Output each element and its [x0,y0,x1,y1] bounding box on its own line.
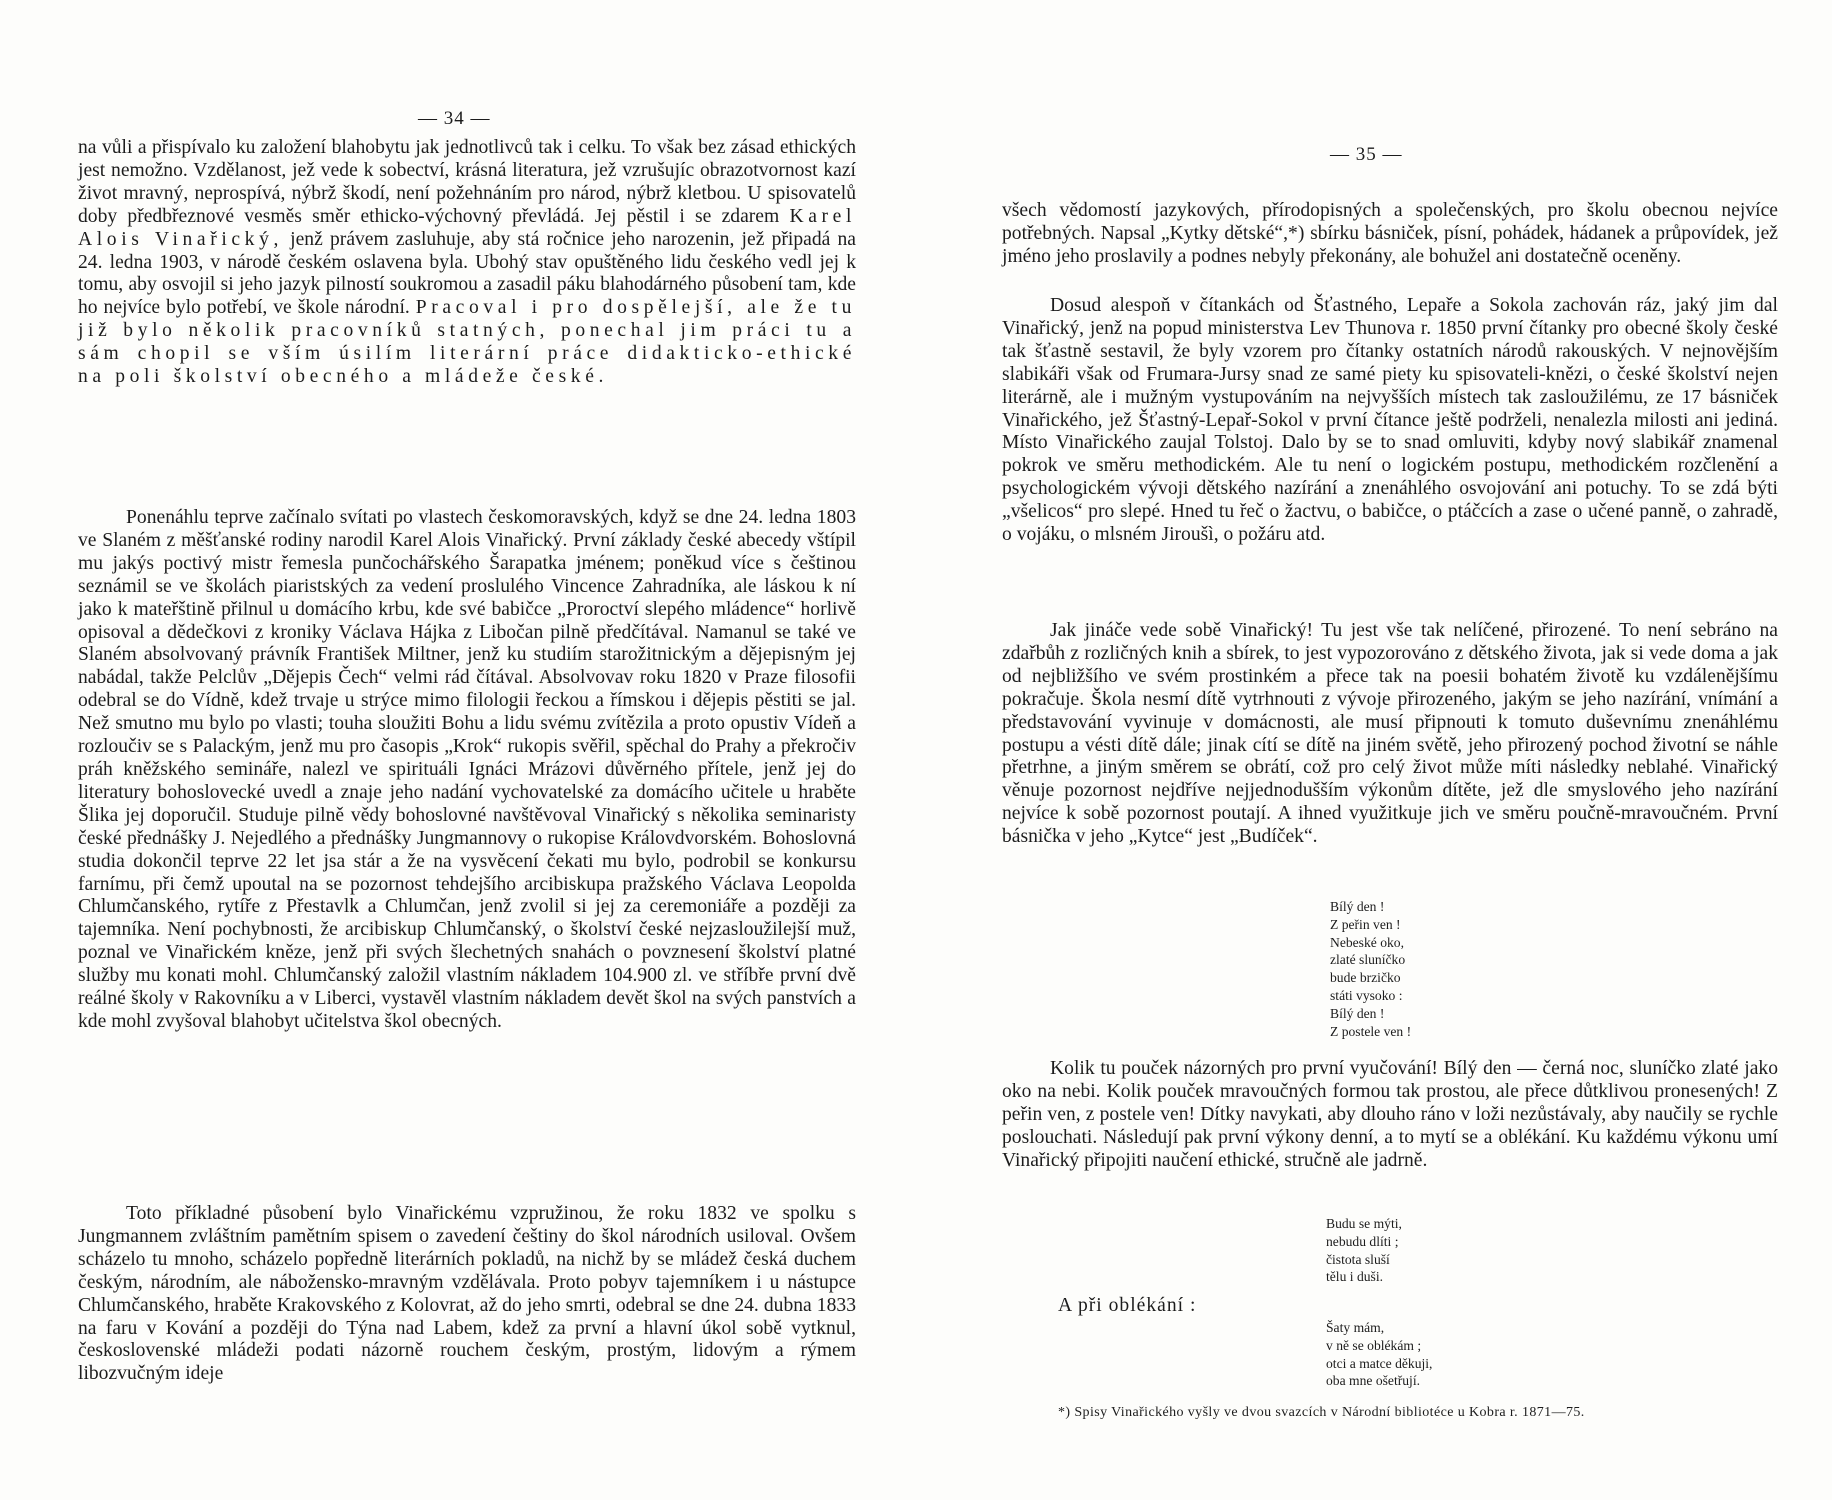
poem-line: Nebeské oko, [1330,934,1404,950]
emphasized-text: Pracoval i pro dospělejší, ale že tu již bylo několik pracovníků statných, ponechal jim práci tu a sám chopil se vším úsilím literární práce didakticko-ethické na poli školství obecného a mládeže české. [78,297,856,388]
poem-line: Bílý den ! [1330,1005,1385,1021]
poem-oblekani [1326,1319,1546,1390]
poem-intro: A při oblékání : [1058,1295,1197,1316]
paragraph: Jak jináče vede sobě Vinařický! Tu jest vše tak nelíčené, přirozené. To není sebráno na zdařbůh z rozličných knih a sbírek, to jest vypozorováno z dětského života, jak si vede doma a jak od nejbližšího ve svém prostinkém a přece tak na poesii bohatém životě ku vzdálenějšímu pokračuje. Škola nesmí dítě vytrhnouti z vývoje přirozeného, jakým se jeho nazírání, vnímání a představování vyvinuje v domácnosti, ale musí připnouti k tomuto duševnímu znenáhlému postupu a vésti dítě dále; jinak cítí se dítě na jiném světě, jeho přirozený pochod životní se náhle přetrhne, a jiným směrem se obrátí, což pro celý život může míti následky neblahé. Vinařický věnuje pozornost nejdříve nejjednodušším výkonům dítěte, jež dle smyslového jeho nazírání nejvíce k sobě pozornost poutají. A ihned využitkuje jich ve směru poučně-mravoučném. První básnička v jeho „Kytce“ jest „Budíček“. [1002,620,1778,848]
poem-line: bude brzičko [1330,970,1401,986]
poem-line: v ně se oblékám ; [1326,1337,1422,1353]
poem-line: tělu i duši. [1326,1269,1384,1285]
paragraph-text: jenž právem zasluhuje, aby stá ročnice jeho narozenin, jež připadá na 24. ledna 1903, v národě českém oslavena byla. Ubohý stav opuštěného lidu českého vedl jej k tomu, aby osvojil si jeho jazyk pilností soukromou a zasadil páku blahodárného působení tam, kde ho nejvíce bylo potřebí, ve škole národní. [78,228,857,319]
poem-line: čistota sluší [1326,1251,1390,1267]
poem-line: otci a matce děkuji, [1326,1355,1433,1371]
poem-line: Bílý den ! [1330,899,1385,914]
poem-line: oba mne ošetřují. [1326,1373,1421,1389]
poem-myti [1326,1215,1546,1286]
page-number: — 35 — [1330,144,1403,165]
paragraph: Toto příkladné působení bylo Vinařickému vzpružinou, že roku 1832 ve spolku s Jungmannem zvláštním pamětním spisem o zavedení češtiny do škol národních usiloval. Ovšem scházelo tu mnoho, scházelo popředně literárních pokladů, na nichž by se mládež česká duchem českým, národním, ale nábožensko-mravným vzdělávala. Proto pobyv tajemníkem i u nástupce Chlumčanského, hraběte Krakovského z Kolovrat, až do jeho smrti, odebral se dne 24. dubna 1833 na faru v Kování a později do Týna nad Labem, kdež za první a hlavní úkol sobě vytknul, československé mládeži podati názorně rouchem českým, prostým, lidovým a rýmem libozvučným ideje [78,1203,856,1385]
paragraph: Kolik tu pouček názorných pro první vyučování! Bílý den — černá noc, sluníčko zlaté jako oko na nebi. Kolik pouček mravoučných formou tak prostou, ale přece důtklivou pronesených! Z peřin ven, z postele ven! Dítky navykati, aby dlouho ráno v loži nezůstávaly, aby naučily se rychle poslouchati. Následují pak první výkony denní, a to mytí se a oblékání. Ku každému výkonu umí Vinařický připojiti naučení ethické, stručně ale jadrně. [1002,1058,1778,1171]
page-number: — 34 — [418,108,491,129]
paragraph: Ponenáhlu teprve začínalo svítati po vlastech českomoravských, když se dne 24. ledna 1803 ve Slaném z měšťanské rodiny narodil Karel Alois Vinařický. První základy české abecedy vštípil mu jakýs poctivý mistr řemesla punčochářského Šarapatka jménem; poněkud více s češtinou seznámil se ve školách piaristských za vedení proslulého Vincence Zahradníka, ale láskou k ní jako k mateřštině přilnul u domácího krbu, kde své babičce „Proroctví slepého mládence“ horlivě opisoval a dědečkovi z kroniky Václava Hájka z Libočan pilně předčítával. Namanul se také ve Slaném absolvovaný právník František Miltner, jenž ku studiím starožitnickým a dějepisným jej nabádal, takže Pelclův „Dějepis Čech“ velmi rád čítával. Absolvovav roku 1820 v Praze filosofii odebral se do Vídně, kdež trvaje u strýce mimo filologii řeckou a římskou i dějepis pěstiti se jal. Než smutno mu bylo po vlasti; touha sloužiti Bohu a lidu svému zvítězila a proto opustiv Vídeň a rozloučiv se s Palackým, jenž mu pro časopis „Krok“ rukopis svěřil, spěchal do Prahy a překročiv práh kněžského semináře, nalezl ve spirituáli Ignáci Mrázovi důvěrného přítele, jenž jej do literatury bohoslovecké uvedl a znaje jeho nadání vychovatelské za domácího učitele u hraběte Šlika jej doporučil. Studuje pilně vědy bohoslovné navštěvoval Vinařický s několika seminaristy české přednášky J. Nejedlého a přednášky Jungmannovy o rukopise Královdvorském. Bohoslovná studia dokončil teprve 22 let jsa stár a že na vysvěcení čekati mu bylo, podrobil se konkursu farnímu, při čemž upoutal na se pozornost tehdejšího arcibiskupa pražského Václava Leopolda Chlumčanského, rytíře z Přestavlk a Chlumčan, jenž zvolil si jej za ceremoniáře a později za tajemníka. Není pochybnosti, že arcibiskup Chlumčanský, o školství české nejzasloužilejší muž, poznal ve Vinařickém kněze, jenž při svých šlechetných snahách o povznesení školství platné služby mu konati mohl. Chlumčanský založil vlastním nákladem 104.900 zl. ve stříbře první dvě reálné školy v Rakovníku a v Liberci, vystavěl vlastním nákladem devět škol na svých panstvích a kde mohl zvyšoval blahobyt učitelstva škol obecných. [78,507,856,1032]
poem-line: Šaty mám, [1326,1320,1385,1335]
right-page [916,0,1832,1500]
paragraph [78,137,856,389]
poem-line: státi vysoko : [1330,987,1403,1003]
paragraph-text: na vůli a přispívalo ku založení blahobytu jak jednotlivců tak i celku. To však bez zásad ethických jest nemožno. Vzdělanost, jež vede k sobectví, krásná literatura, jež vzrušujíc obrazotvornost kazí život mravný, neprospívá, nýbrž škodí, není požehnáním pro národ, nýbrž kletbou. U spisovatelů doby předbřeznové vesměs směr ethicko-výchovný převládá. Jej pěstil i se zdarem [78,137,856,227]
footnote: *) Spisy Vinařického vyšly ve dvou svazcích v Národní bibliotéce u Kobra r. 1871—75. [1058,1405,1585,1420]
paragraph: všech vědomostí jazykových, přírodopisných a společenských, pro školu obecnou nejvíce potřebných. Napsal „Kytky dětské“,*) sbírku básniček, písní, pohádek, hádanek a průpovídek, jež jméno jeho proslavily a podnes nebyly překonány, ale bohužel ani dostatečně oceněny. [1002,200,1778,267]
poem-line: zlaté sluníčko [1330,952,1406,968]
poem-line: Z postele ven ! [1330,1023,1412,1039]
poem-line: Z peřin ven ! [1330,916,1401,932]
poem-line: nebudu dlíti ; [1326,1233,1399,1249]
poem-budicek [1330,898,1550,1040]
poem-line: Budu se mýti, [1326,1216,1402,1231]
paragraph: Dosud alespoň v čítankách od Šťastného, Lepaře a Sokola zachován ráz, jaký jim dal Vinařický, jenž na popud ministerstva Lev Thunova r. 1850 první čítanky pro obecné školy české tak šťastně sestavil, že byly vzorem pro čítanky ostatních národů rakouských. V nejnovějším slabikáři však od Frumara-Jursy snad ze samé piety ku spisovateli-knězi, o české školství nejen literárně, ale i mužným vystupováním na nejvyšších místech tak zasloužilému, ze 17 básniček Vinařického, jež Šťastný-Lepař-Sokol v první čítance ještě podrželi, nenalezla milosti ani jediná. Místo Vinařického zaujal Tolstoj. Dalo by se to snad omluviti, kdyby nový slabikář znamenal pokrok ve směru methodickém. Ale tu není o logickém postupu, methodickém rozčlenění a psychologickém vývoji dětského nazírání a znenáhlého osvojování ani potuchy. To se zdá býti „všelicos“ pro slepé. Hned tu řeč o žactvu, o babičce, o ptáčcích a zase o učené panně, o zahradě, o vojáku, o mlsném Jiroušì, o požáru atd. [1002,295,1778,546]
author-name: Karel Alois Vinařický, [78,205,856,250]
